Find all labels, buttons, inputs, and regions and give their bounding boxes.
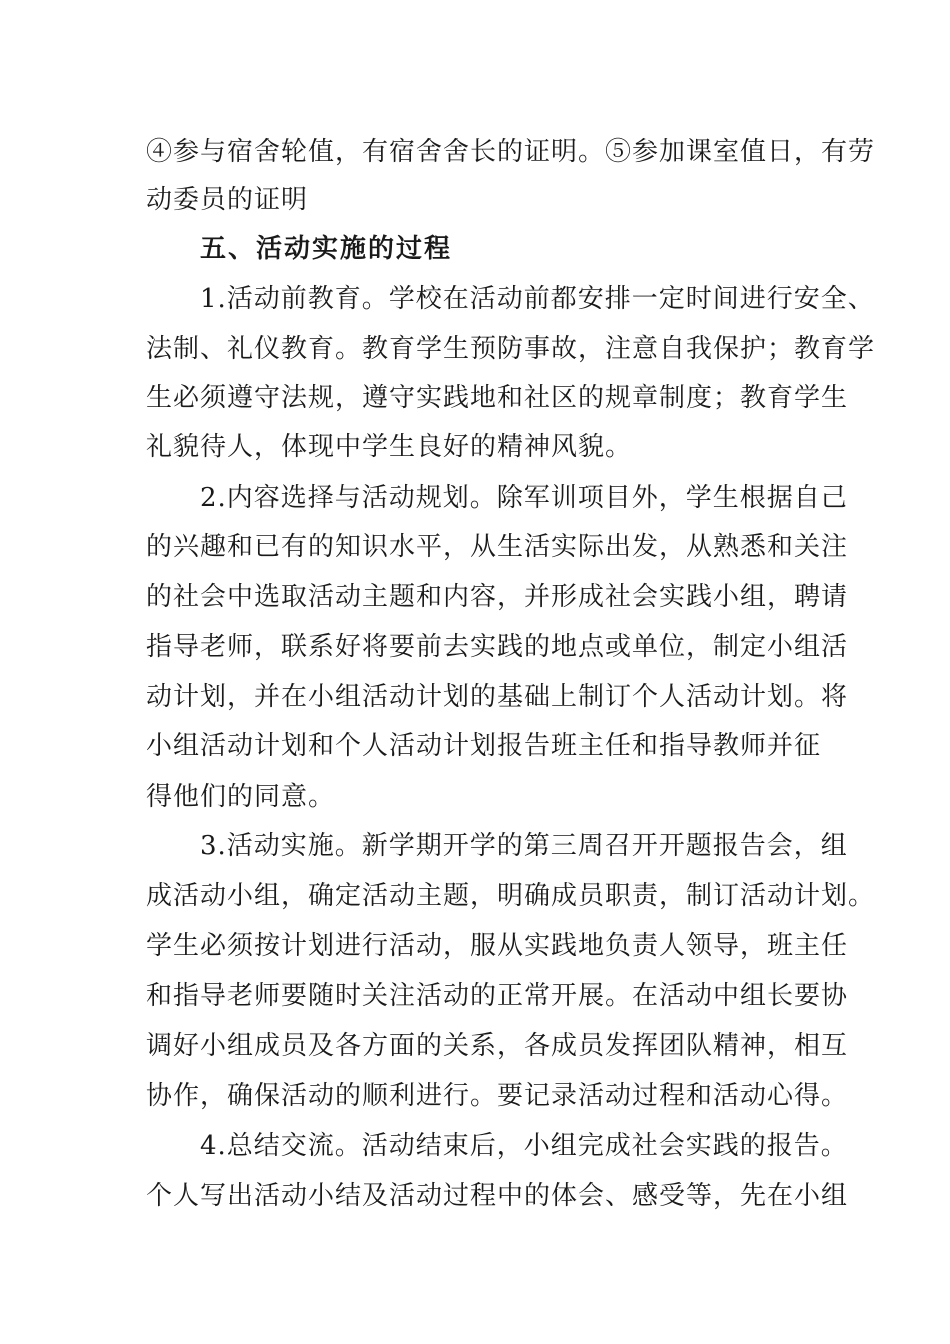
text-line: 动计划，并在小组活动计划的基础上制订个人活动计划。将	[146, 682, 849, 712]
text-line: 得他们的同意。	[146, 782, 336, 812]
text-line: 成活动小组，确定活动主题，明确成员职责，制订活动计划。	[146, 881, 876, 911]
text-line: 的社会中选取活动主题和内容，并形成社会实践小组，聘请	[146, 582, 849, 612]
section-heading: 五、活动实施的过程	[200, 234, 453, 264]
text-line: 的兴趣和已有的知识水平，从生活实际出发，从熟悉和关注	[146, 532, 849, 562]
text-line: 学生必须按计划进行活动，服从实践地负责人领导，班主任	[146, 931, 849, 961]
paragraph-start: 3.活动实施。新学期开学的第三周召开开题报告会，组	[200, 831, 848, 861]
text-line: 小组活动计划和个人活动计划报告班主任和指导教师并征	[146, 731, 822, 761]
text-line: 指导老师，联系好将要前去实践的地点或单位，制定小组活	[146, 632, 849, 662]
text-line: 法制、礼仪教育。教育学生预防事故，注意自我保护；教育学	[146, 334, 876, 364]
text-line: ④参与宿舍轮值，有宿舍舍长的证明。⑤参加课室值日，有劳	[146, 137, 876, 167]
paragraph-start: 4.总结交流。活动结束后，小组完成社会实践的报告。	[200, 1131, 848, 1161]
text-line: 协作，确保活动的顺利进行。要记录活动过程和活动心得。	[146, 1081, 849, 1111]
text-line: 调好小组成员及各方面的关系，各成员发挥团队精神，相互	[146, 1031, 849, 1061]
paragraph-start: 2.内容选择与活动规划。除军训项目外，学生根据自己	[200, 483, 848, 513]
paragraph-start: 1.活动前教育。学校在活动前都安排一定时间进行安全、	[200, 284, 875, 314]
text-line: 礼貌待人，体现中学生良好的精神风貌。	[146, 432, 633, 462]
text-line: 个人写出活动小结及活动过程中的体会、感受等，先在小组	[146, 1181, 849, 1211]
text-line: 生必须遵守法规，遵守实践地和社区的规章制度；教育学生	[146, 383, 849, 413]
text-line: 动委员的证明	[146, 185, 309, 215]
text-line: 和指导老师要随时关注活动的正常开展。在活动中组长要协	[146, 981, 849, 1011]
